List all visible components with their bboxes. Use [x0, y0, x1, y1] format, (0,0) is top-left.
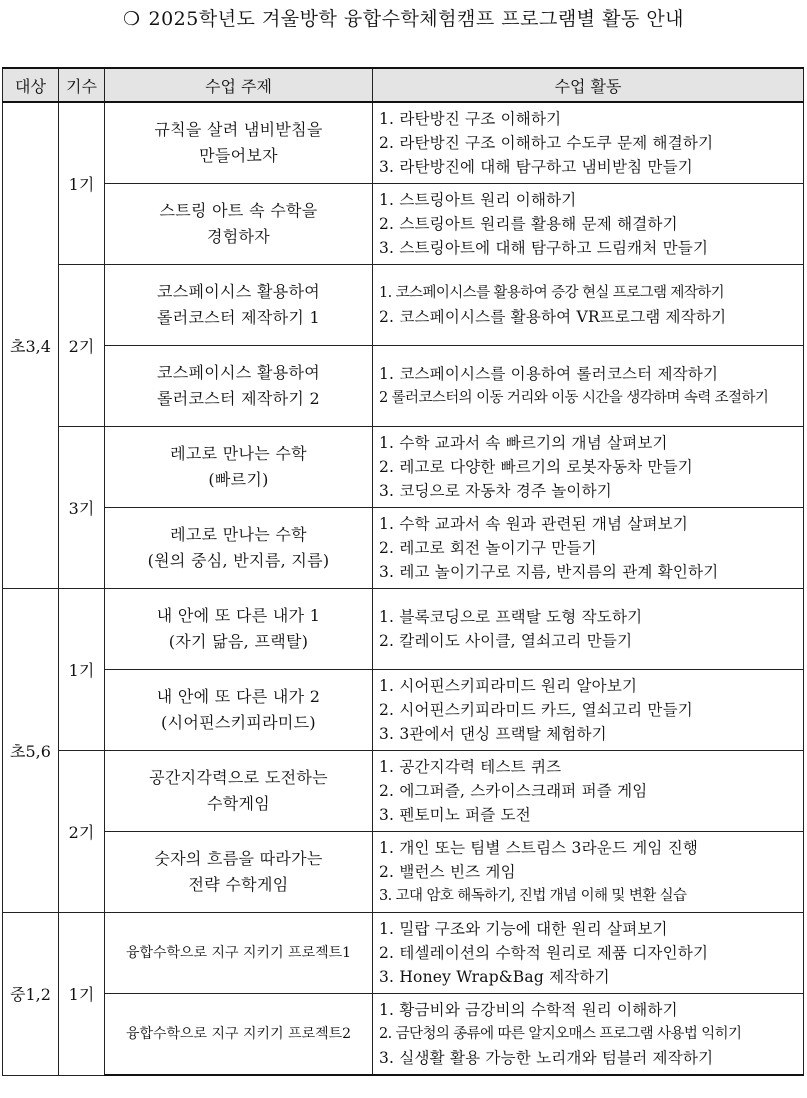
activity-item: 1. 블록코딩으로 프랙탈 도형 작도하기 [379, 608, 643, 626]
topic-line: 내 안에 또 다른 내가 1 [156, 606, 321, 625]
table-row [3, 751, 804, 832]
topic-line: 롤러코스터 제작하기 1 [156, 308, 321, 327]
activity-item: 3. 코딩으로 자동차 경주 놀이하기 [379, 482, 612, 500]
title-text: 2025학년도 겨울방학 융합수학체험캠프 프로그램별 활동 안내 [148, 8, 685, 30]
table-row [3, 265, 804, 346]
header-target: 대상 [3, 68, 59, 102]
program-table [2, 67, 804, 1076]
topic-line: 코스페이시스 활용하여 [157, 282, 320, 301]
activity-cell [373, 670, 804, 751]
topic-line: 수학게임 [206, 794, 271, 813]
topic-line: (자기 닮음, 프랙탈) [168, 632, 309, 651]
term-cell: 2기 [59, 265, 105, 427]
term-cell: 2기 [59, 751, 105, 913]
topic-cell [105, 913, 373, 994]
topic-line: 내 안에 또 다른 내가 2 [156, 687, 321, 706]
activity-item: 3. Honey Wrap&Bag 제작하기 [379, 968, 610, 986]
activity-item: 2. 코스페이시스를 활용하여 VR프로그램 제작하기 [379, 308, 727, 326]
activity-item: 1. 시어핀스키피라미드 원리 알아보기 [379, 677, 638, 695]
topic-line: (시어핀스키피라미드) [161, 713, 316, 732]
activity-cell [373, 913, 804, 994]
table-row [3, 913, 804, 994]
topic-line: 전략 수학게임 [188, 875, 289, 894]
topic-line: 공간지각력으로 도전하는 [149, 768, 328, 787]
topic-line: (빠르기) [208, 470, 269, 489]
activity-item: 2. 에그퍼즐, 스카이스크래퍼 퍼즐 게임 [379, 782, 648, 800]
activity-cell [373, 589, 804, 670]
term-cell: 1기 [59, 589, 105, 751]
topic-line: 규칙을 살려 냄비받침을 [154, 120, 323, 139]
activity-cell [373, 102, 804, 184]
activity-item: 1. 코스페이시스를 이용하여 롤러코스터 제작하기 [379, 365, 719, 383]
activity-item: 1. 밀랍 구조와 기능에 대한 원리 살펴보기 [379, 920, 668, 938]
activity-item: 2. 테셀레이션의 수학적 원리로 제품 디자인하기 [379, 944, 709, 962]
topic-cell [105, 994, 373, 1076]
topic-line: 스트링 아트 속 수학을 [159, 201, 318, 220]
table-row [3, 184, 804, 265]
header-term: 기수 [59, 68, 105, 102]
activity-item: 3. 고대 암호 해독하기, 진법 개념 이해 및 변환 실습 [379, 888, 687, 904]
activity-cell [373, 184, 804, 265]
topic-cell [105, 346, 373, 427]
term-cell: 1기 [59, 913, 105, 1076]
topic-cell [105, 102, 373, 184]
activity-item: 1. 수학 교과서 속 원과 관련된 개념 살펴보기 [379, 515, 689, 533]
table-row [3, 427, 804, 508]
activity-cell [373, 346, 804, 427]
topic-line: 융합수학으로 지구 지키기 프로젝트1 [125, 945, 352, 961]
activity-item: 1. 라탄방진 구조 이해하기 [379, 110, 562, 128]
activity-item: 3. 3관에서 댄싱 프랙탈 체험하기 [379, 725, 607, 743]
activity-item: 3. 라탄방진에 대해 탐구하고 냄비받침 만들기 [379, 158, 693, 176]
header-row [3, 68, 804, 102]
activity-item: 1. 개인 또는 팀별 스트림스 3라운드 게임 진행 [379, 839, 699, 857]
table-row [3, 346, 804, 427]
topic-cell [105, 508, 373, 589]
header-topic: 수업 주제 [105, 68, 373, 102]
activity-item: 3. 레고 놀이기구로 지름, 반지름의 관계 확인하기 [379, 563, 719, 581]
topic-line: 레고로 만나는 수학 [170, 525, 307, 544]
activity-item: 1. 황금비와 금강비의 수학적 원리 이해하기 [379, 1001, 678, 1019]
table-row [3, 670, 804, 751]
topic-cell [105, 832, 373, 913]
topic-cell [105, 427, 373, 508]
table-row [3, 508, 804, 589]
topic-line: 만들어보자 [199, 146, 278, 165]
table-row [3, 102, 804, 184]
term-cell: 1기 [59, 102, 105, 265]
topic-line: 코스페이시스 활용하여 [157, 363, 320, 382]
activity-item: 1. 스트링아트 원리 이해하기 [379, 191, 577, 209]
activity-item: 2. 라탄방진 구조 이해하고 수도쿠 문제 해결하기 [379, 134, 714, 152]
activity-item: 1. 공간지각력 테스트 퀴즈 [379, 758, 562, 776]
activity-item: 2. 레고로 회전 놀이기구 만들기 [379, 539, 597, 557]
document-title [0, 4, 807, 34]
topic-cell [105, 589, 373, 670]
activity-item: 1. 코스페이시스를 활용하여 증강 현실 프로그램 제작하기 [379, 285, 725, 301]
activity-item: 2. 레고로 다양한 빠르기의 로봇자동차 만들기 [379, 458, 693, 476]
activity-item: 3. 스트링아트에 대해 탐구하고 드림캐처 만들기 [379, 239, 709, 257]
activity-item: 2. 시어핀스키피라미드 카드, 열쇠고리 만들기 [379, 701, 693, 719]
table-row [3, 589, 804, 670]
topic-line: 경험하자 [206, 227, 271, 246]
activity-cell [373, 427, 804, 508]
header-activity: 수업 활동 [373, 68, 804, 102]
target-cell: 중1,2 [3, 913, 59, 1076]
term-cell: 3기 [59, 427, 105, 589]
topic-line: 롤러코스터 제작하기 2 [156, 389, 321, 408]
topic-cell [105, 670, 373, 751]
activity-item: 2. 밸런스 빈즈 게임 [379, 863, 516, 881]
topic-line: 융합수학으로 지구 지키기 프로젝트2 [125, 1026, 352, 1042]
circle-bullet-icon: ❍ [122, 8, 141, 30]
activity-cell [373, 832, 804, 913]
activity-item: 2. 스트링아트 원리를 활용해 문제 해결하기 [379, 215, 678, 233]
table-row [3, 994, 804, 1076]
activity-cell [373, 751, 804, 832]
activity-item: 1. 수학 교과서 속 빠르기의 개념 살펴보기 [379, 434, 668, 452]
activity-item: 3. 펜토미노 퍼즐 도전 [379, 806, 531, 824]
topic-line: 숫자의 흐름을 따라가는 [154, 849, 323, 868]
target-cell: 초3,4 [3, 102, 59, 589]
table-row [3, 832, 804, 913]
activity-item: 2 롤러코스터의 이동 거리와 이동 시간을 생각하며 속력 조절하기 [379, 390, 769, 406]
activity-item: 3. 실생활 활용 가능한 노리개와 텀블러 제작하기 [379, 1049, 714, 1067]
activity-item: 2. 금단청의 종류에 따른 알지오매스 프로그램 사용법 익히기 [379, 1026, 742, 1042]
topic-cell [105, 265, 373, 346]
activity-cell [373, 265, 804, 346]
topic-cell [105, 184, 373, 265]
activity-item: 2. 칼레이도 사이클, 열쇠고리 만들기 [379, 632, 633, 650]
topic-line: 레고로 만나는 수학 [170, 444, 307, 463]
topic-cell [105, 751, 373, 832]
activity-cell [373, 508, 804, 589]
topic-line: (원의 중심, 반지름, 지름) [147, 551, 330, 570]
target-cell: 초5,6 [3, 589, 59, 913]
activity-cell [373, 994, 804, 1076]
